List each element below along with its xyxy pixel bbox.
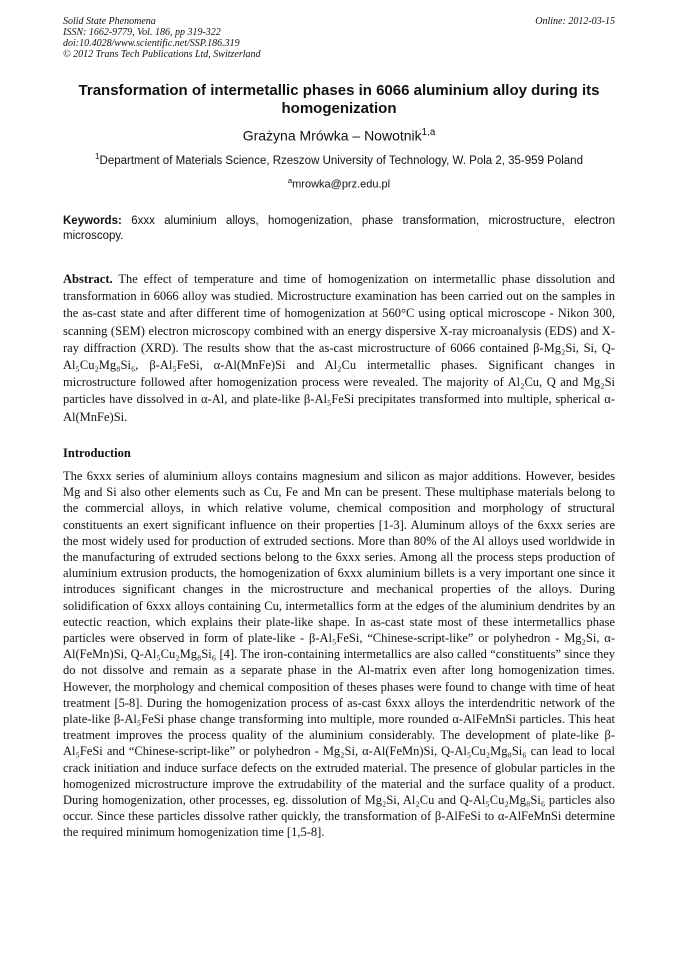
email-mark: a [287, 176, 293, 185]
abstract [63, 271, 615, 426]
email-line [63, 174, 615, 192]
keywords [63, 214, 615, 244]
journal-header [63, 16, 615, 60]
keywords-label: Keywords: [63, 215, 122, 227]
doi-line: doi:10.4028/www.scientific.net/SSP.186.319 [63, 38, 240, 49]
introduction-body: The 6xxx series of aluminium alloys contains magnesium and silicon as major additions. However, besides Mg and Si also other elements such as Cu, Fe and Mn can be present. These multiphase materials belong to the commercial alloys, in which relative volume, chemical composition and morphology of structural constituents an exert significant influence on their properties [1-3]. Aluminum alloys of the 6xxx series are the most widely used for production of extruded sections. More than 80% of the Al alloys used worldwide in the manufacturing of extruded sections belong to the 6xxx series. Among all the process steps production of aluminium extrusion products, the homogenization of 6xxx aluminium billets is a very important one since it introduces significant changes in the microstructure and mechanical properties of the alloys. During solidification of 6xxx alloys containing Cu, intermetallics form at the edges of the aluminium dendrites by an eutectic reaction, which explains their plate-like shape. In as-cast state most of these intermetallics phase particles were observed in form of plate-like - β-Al₅FeSi, “Chinese-script-like” or polyhedron - Mg₂Si, α-Al(FeMn)Si, Q-Al₅Cu₂Mg₈Si₆ [4]. The iron-containing intermetallics are also called “constituents” since they do not dissolve and remain as a separate phase in the Al-matrix even after long homogenization times. However, the morphology and chemical composition of theses phases were found to change with time of heat treatment [5-8]. During the homogenization process of as-cast 6xxx alloys the interdendritic network of the plate-like β-Al₅FeSi phase change transforming into multiple, more rounded α-AlFeMnSi particles. This heat treatment improves the process quality of the aluminium considerably. The development of plate-like β-Al₅FeSi and “Chinese-script-like” or polyhedron - Mg₂Si, α-Al(FeMn)Si, Q-Al₅Cu₂Mg₈Si₆ can lead to local crack initiation and induce surface defects on the extruded material. The presence of globular particles in the homogenized microstructure improve the extrudability of the material and the surface quality of a product. During homogenization, other processes, eg. dissolution of Mg₂Si, Al₂Cu and Q-Al₅Cu₂Mg₈Si₆ particles also occur. Since these particles dissolve rather quickly, the transformation of β-AlFeSi to α-AlFeMnSi determine the required minimum homogenization time [1,5-8]. [63, 469, 615, 840]
email-address[interactable]: mrowka@prz.edu.pl [292, 178, 391, 191]
affiliation [63, 150, 615, 168]
author-line [63, 124, 615, 145]
affiliation-text: Department of Materials Science, Rzeszow University of Technology, W. Pola 2, 35-959 Poland [99, 154, 583, 167]
copyright-line: © 2012 Trans Tech Publications Ltd, Switzerland [63, 49, 261, 60]
abstract-label: Abstract. [63, 272, 113, 286]
paper-title: Transformation of intermetallic phases in 6066 aluminium alloy during its homogenization [78, 82, 600, 117]
issn-line: ISSN: 1662-9779, Vol. 186, pp 319-322 [63, 27, 221, 38]
affiliation-mark: 1 [95, 152, 100, 161]
online-date: Online: 2012-03-15 [535, 16, 615, 27]
abstract-text: The effect of temperature and time of homogenization on intermetallic phase dissolution and transformation in 6066 alloy was studied. Microstructure examination has been carried out on the samples in the as-cast state and after different time of homogenization at 560°C using optical microscope - Nikon 300, scanning (SEM) electron microscopy combined with an energy dispersive X-ray microanalysis (EDS) and X-ray diffraction (XRD). The results show that the as-cast microstructure of 6066 contained β-Mg₂Si, Si, Q-Al₅Cu₂Mg₈Si₆, β-Al₅FeSi, α-Al(MnFe)Si and Al₂Cu intermetallic phases. Significant changes in microstructure followed after homogenization process were revealed. The majority of Al₂Cu, Q and Mg₂Si particles have dissolved in α-Al, and plate-like β-Al₅FeSi precipitates transformed into multiple, spherical α-Al(MnFe)Si. [63, 272, 615, 424]
journal-name: Solid State Phenomena [63, 16, 156, 27]
section-heading-introduction: Introduction [63, 446, 131, 460]
author-marks: 1,a [421, 127, 436, 138]
author-name: Grażyna Mrówka – Nowotnik [242, 127, 422, 144]
keywords-text: 6xxx aluminium alloys, homogenization, phase transformation, microstructure, electron microscopy. [63, 215, 615, 242]
